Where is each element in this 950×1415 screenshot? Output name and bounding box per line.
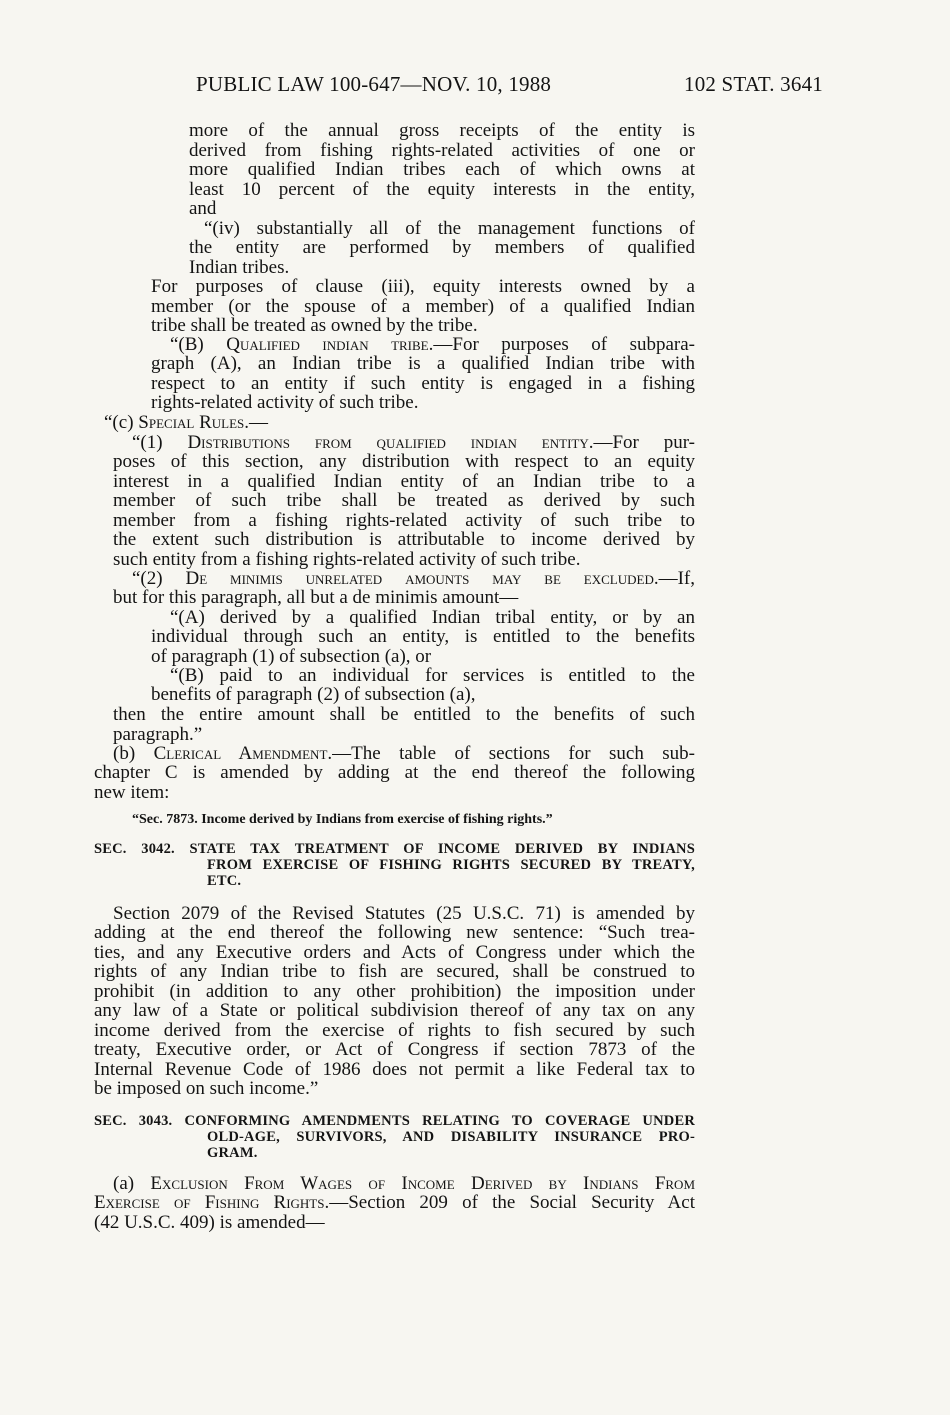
paragraph-c1-heading: Distributions from qualified indian entity.: [187, 432, 594, 453]
subparagraph-b-first: [170, 335, 695, 355]
text-line: [104, 413, 695, 433]
sec-3043-a-text: —Section 209 of the Social Security Act: [329, 1192, 695, 1213]
subparagraph-c2a-first: [170, 608, 695, 628]
subparagraph-c2a-rest: [151, 627, 695, 666]
text-line: then the entire amount shall be entitled to the benefits of such: [113, 704, 695, 725]
text-line: GRAM.: [207, 1144, 258, 1161]
subparagraph-b-lead: “(B): [170, 334, 204, 355]
then-paragraph: [113, 705, 695, 744]
text-line: member from a fishing rights-related activity of such tribe to: [113, 509, 695, 531]
text-line: prohibit (in addition to any other prohibition) the imposition under: [94, 980, 695, 1002]
text-line: [113, 1174, 695, 1194]
text-line: the extent such distribution is attributable to income derived by: [113, 529, 695, 550]
text-line: benefits of paragraph (2) of subsection (a),: [151, 684, 476, 705]
clerical-amendment-first: [113, 744, 695, 764]
text-line: SEC. 3043. CONFORMING AMENDMENTS RELATING TO COVERAGE UNDER: [94, 1113, 695, 1129]
text-line: [132, 569, 695, 589]
paragraph-c1-first: [132, 433, 695, 453]
text-line: adding at the end thereof the following new sentence: “Such trea-: [94, 922, 695, 943]
sec-3042-title-first: [94, 842, 695, 858]
text-line: respect to an entity if such entity is engaged in a fishing: [151, 372, 695, 394]
sec-3042-body-rest: [94, 923, 695, 1099]
text-line: [170, 335, 695, 355]
paragraph-c1-text: —For pur-: [593, 432, 696, 453]
text-line: but for this paragraph, all but a de minimis amount—: [113, 587, 519, 608]
text-line: Internal Revenue Code of 1986 does not permit a like Federal tax to: [94, 1058, 695, 1080]
text-line: and: [189, 198, 217, 219]
paragraph-c1-rest: [113, 452, 695, 569]
paragraph-c2-rest: [113, 588, 695, 608]
text-line: [94, 1193, 695, 1213]
subsection-c-title: Special Rules.: [138, 412, 250, 433]
text-line: be imposed on such income.”: [94, 1078, 319, 1099]
clerical-amendment-rest: [94, 763, 695, 802]
text-line: new item:: [94, 781, 170, 803]
clerical-text: —The table of sections for such sub-: [332, 743, 695, 764]
subparagraph-b-text: —For purposes of subpara-: [433, 334, 696, 355]
sec-3043-a-heading: Exclusion From Wages of Income Derived by Indians From: [150, 1173, 695, 1194]
sec-3043-title-first: [94, 1114, 695, 1130]
subparagraph-c2b-first: [170, 666, 695, 686]
purposes-paragraph: [151, 277, 695, 336]
text-line: (42 U.S.C. 409) is amended—: [94, 1211, 325, 1233]
clerical-lead: (b): [113, 743, 136, 764]
clause-iv-first: [204, 219, 695, 239]
paragraph-c2-first: [132, 569, 695, 589]
text-line: “Sec. 7873. Income derived by Indians from exercise of fishing rights.”: [132, 812, 553, 827]
sec-3043-a-first: [113, 1174, 695, 1194]
paragraph-c2-heading: De minimis unrelated amounts may be excluded.: [185, 568, 659, 589]
subparagraph-b-heading: Qualified indian tribe.: [226, 334, 434, 355]
clerical-heading: Clerical Amendment.: [153, 743, 333, 764]
clause-iv-rest: [189, 238, 695, 277]
text-line: graph (A), an Indian tribe is a qualified Indian tribe with: [151, 353, 695, 374]
paragraph-c2-text: —If,: [658, 568, 695, 589]
text-line: FROM EXERCISE OF FISHING RIGHTS SECURED BY TREATY,: [207, 857, 695, 873]
sec-3043-a-heading-cont: Exercise of Fishing Rights.: [94, 1192, 330, 1213]
sec-3043-title-rest: [207, 1130, 695, 1161]
text-line: [132, 433, 695, 453]
text-line: rights of any Indian tribe to fish are secured, shall be construed to: [94, 961, 695, 982]
text-line: ETC.: [207, 872, 242, 889]
sec-3043-a-lead: (a): [113, 1173, 135, 1194]
clause-iii-continuation: [189, 121, 695, 219]
paragraph-c1-lead: “(1): [132, 432, 163, 453]
table-of-sections-item: [132, 812, 695, 828]
text-line: chapter C is amended by adding at the end thereof the following: [94, 762, 695, 783]
text-line: Section 2079 of the Revised Statutes (25 U.S.C. 71) is amended by: [113, 903, 695, 924]
text-line: “(B) paid to an individual for services is entitled to the: [170, 665, 695, 686]
text-line: [113, 744, 695, 764]
text-line: more of the annual gross receipts of the entity is: [189, 120, 695, 141]
text-line: paragraph.”: [113, 723, 203, 745]
sec-3042-title-rest: [207, 858, 695, 889]
page-header-left: PUBLIC LAW 100-647—NOV. 10, 1988: [196, 72, 552, 96]
subparagraph-b-rest: [151, 354, 695, 413]
text-line: “(iv) substantially all of the management functions of: [204, 218, 695, 239]
text-line: treaty, Executive order, or Act of Congress if section 7873 of the: [94, 1039, 695, 1060]
text-line: any law of a State or political subdivision thereof of any tax on any: [94, 1000, 695, 1021]
text-line: OLD-AGE, SURVIVORS, AND DISABILITY INSURANCE PRO-: [207, 1129, 695, 1145]
text-line: such entity from a fishing rights-related activity of such tribe.: [113, 548, 581, 570]
text-line: of paragraph (1) of subsection (a), or: [151, 645, 432, 667]
paragraph-c2-lead: “(2): [132, 568, 163, 589]
text-line: derived from fishing rights-related activities of one or: [189, 139, 695, 161]
text-line: rights-related activity of such tribe.: [151, 392, 419, 413]
text-line: SEC. 3042. STATE TAX TREATMENT OF INCOME DERIVED BY INDIANS: [94, 841, 695, 857]
subsection-c-heading: [104, 413, 695, 433]
text-line: income derived from the exercise of rights to fish secured by such: [94, 1019, 695, 1041]
text-line: more qualified Indian tribes each of which owns at: [189, 159, 695, 180]
text-line: interest in a qualified Indian entity of an Indian tribe to a: [113, 470, 695, 492]
text-line: “(A) derived by a qualified Indian tribal entity, or by an: [170, 607, 695, 628]
text-line: Indian tribes.: [189, 256, 290, 278]
text-line: ties, and any Executive orders and Acts of Congress under which the: [94, 941, 695, 963]
text-line: individual through such an entity, is entitled to the benefits: [151, 626, 695, 647]
subsection-c-lead: “(c): [104, 412, 134, 433]
page-header-right: 102 STAT. 3641: [684, 72, 823, 96]
text-line: poses of this section, any distribution with respect to an equity: [113, 451, 695, 472]
text-line: the entity are performed by members of qualified: [189, 237, 695, 258]
text-line: tribe shall be treated as owned by the tribe.: [151, 315, 478, 336]
text-line: least 10 percent of the equity interests in the entity,: [189, 178, 695, 200]
subparagraph-c2b-rest: [151, 685, 695, 705]
dash: —: [249, 412, 269, 433]
text-line: member of such tribe shall be treated as derived by such: [113, 490, 695, 511]
text-line: For purposes of clause (iii), equity interests owned by a: [151, 276, 695, 297]
text-line: member (or the spouse of a member) of a qualified Indian: [151, 295, 695, 317]
sec-3043-a-rest: [94, 1193, 695, 1232]
sec-3042-body-first: [113, 904, 695, 924]
